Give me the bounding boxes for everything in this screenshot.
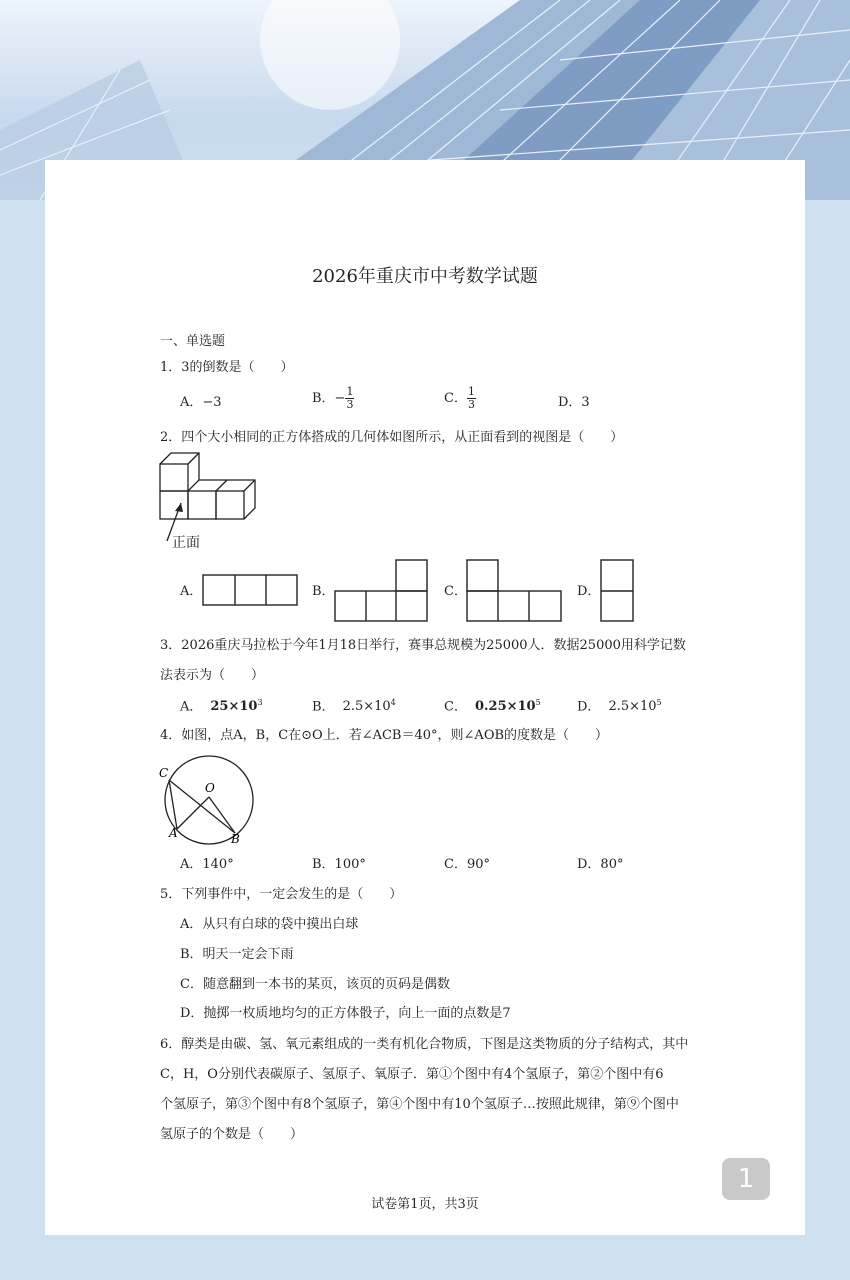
- q2-option-c-figure: [466, 559, 562, 622]
- q5-option-d: D．抛掷一枚质地均匀的正方体骰子，向上一面的点数是7: [180, 1006, 511, 1021]
- page-number-badge[interactable]: 1: [722, 1158, 770, 1200]
- q6-stem-line3: 个氢原子，第③个图中有8个氢原子，第④个图中有10个氢原子…按照此规律，第⑨个图中: [160, 1097, 679, 1112]
- q5-option-c: C．随意翻到一本书的某页，该页的页码是偶数: [180, 977, 450, 992]
- q1-stem: 1．3的倒数是（ ）: [160, 360, 294, 375]
- q4-option-d: D．80°: [577, 857, 624, 872]
- q4-option-a: A．140°: [180, 857, 234, 872]
- q2-option-d-figure: [600, 559, 634, 622]
- q4-option-b: B．100°: [312, 857, 366, 872]
- q3-option-d: D． $2.5\times 10^5$: [577, 698, 662, 715]
- point-c-label: C: [159, 766, 169, 780]
- q1-option-c: C． $\frac{1}{3}$: [444, 385, 475, 412]
- q2-option-a-figure: [202, 574, 298, 606]
- point-o-label: O: [205, 781, 215, 795]
- q3-stem-line1: 3．2026重庆马拉松于今年1月18日举行，赛事总规模为25000人．数据25000用科学记数: [160, 638, 686, 653]
- q2-option-b-figure: [334, 559, 428, 622]
- front-label: 正面: [172, 535, 200, 551]
- section-heading: 一、单选题: [160, 334, 226, 349]
- q5-option-b: B．明天一定会下雨: [180, 947, 294, 962]
- page-footer: 试卷第1页，共3页: [371, 1197, 479, 1212]
- page-title: 2026年重庆市中考数学试题: [312, 266, 538, 287]
- q4-stem: 4．如图，点A，B，C在⊙O上．若∠ACB＝40°，则∠AOB的度数是（ ）: [160, 728, 609, 743]
- q6-stem-line2: C，H，O分别代表碳原子、氢原子、氧原子．第①个图中有4个氢原子，第②个图中有6: [160, 1067, 664, 1082]
- q6-stem-line1: 6．醇类是由碳、氢、氧元素组成的一类有机化合物质，下图是这类物质的分子结构式，其中: [160, 1037, 689, 1052]
- q2-option-a-label: A．: [180, 584, 203, 599]
- q3-option-a: A． $25\times 10^3$: [180, 698, 263, 715]
- q1-option-a: A．−3: [180, 395, 222, 410]
- q1-option-b: B．− $\frac{1}{3}$: [312, 385, 354, 412]
- q5-option-a: A．从只有白球的袋中摸出白球: [180, 917, 359, 932]
- point-a-label: A: [169, 826, 178, 840]
- q1-option-d: D．3: [558, 395, 590, 410]
- q3-option-c: C． $0.25\times 10^5$: [444, 698, 541, 715]
- q3-stem-line2: 法表示为（ ）: [160, 668, 265, 683]
- q4-option-c: C．90°: [444, 857, 490, 872]
- q2-option-d-label: D．: [577, 584, 601, 599]
- circle-figure: [155, 755, 265, 850]
- q2-stem: 2．四个大小相同的正方体搭成的几何体如图所示，从正面看到的视图是（ ）: [160, 430, 624, 445]
- q2-option-c-label: C．: [444, 584, 467, 599]
- q6-stem-line4: 氢原子的个数是（ ）: [160, 1127, 304, 1142]
- q3-option-b: B． $2.5\times 10^4$: [312, 698, 396, 715]
- q2-option-b-label: B．: [312, 584, 335, 599]
- point-b-label: B: [231, 832, 240, 846]
- q5-stem: 5．下列事件中，一定会发生的是（ ）: [160, 887, 403, 902]
